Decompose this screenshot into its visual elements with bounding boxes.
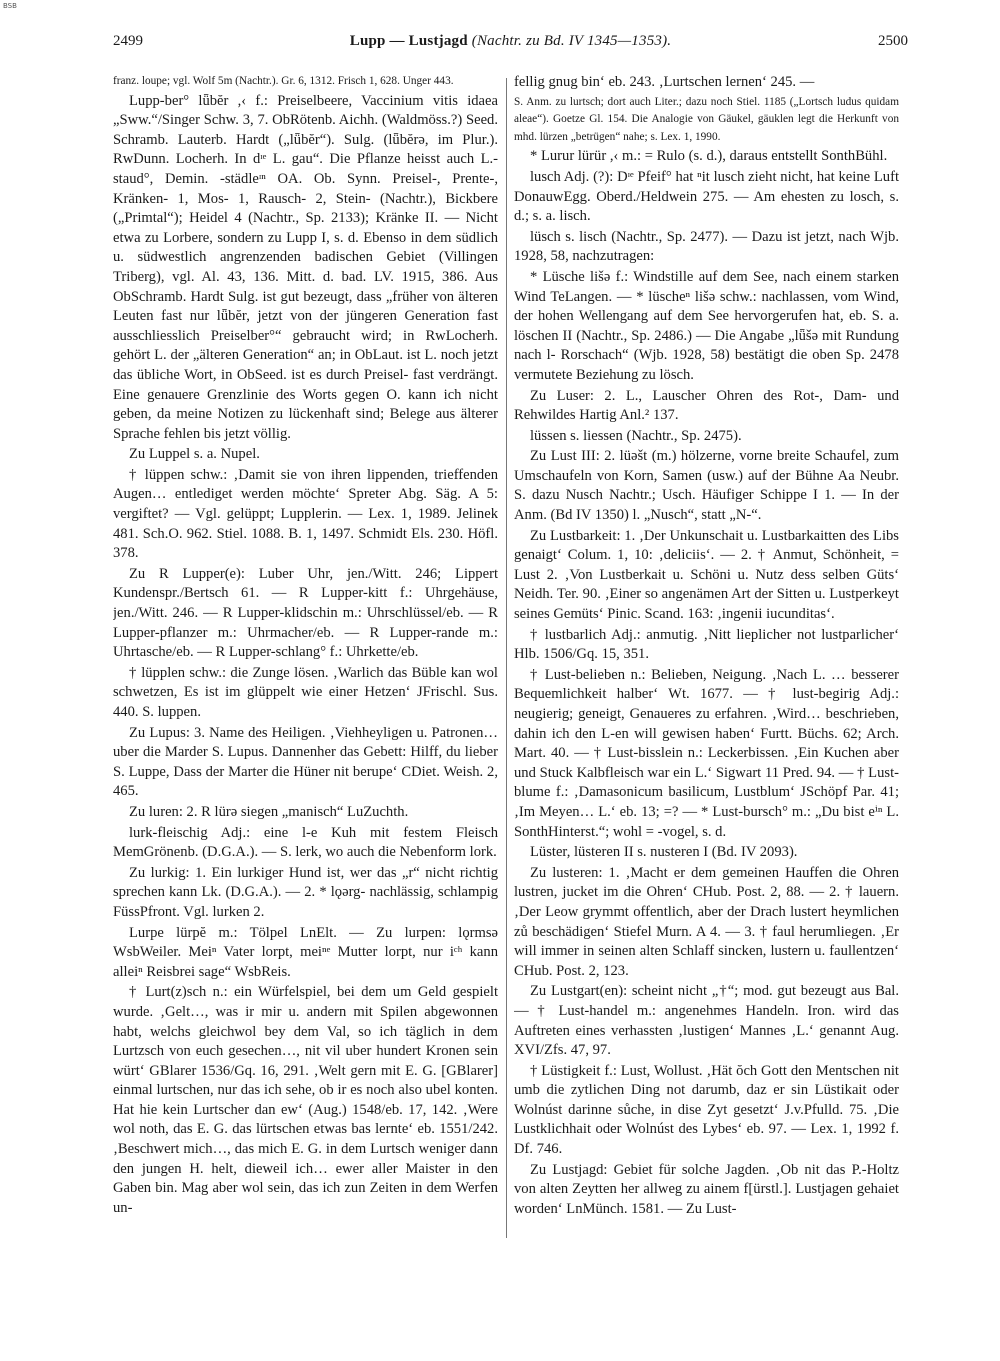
- dictionary-entry: Zu lusteren: 1. ‚Macht er dem gemeinen Hauffen die Ohren lustren, jucket im die Ohren‘ CHub. Post. 2, 88. — 2. † lauern. ‚Der Leow grymmt offentlich, aber der Drach lustert heymlichen zů beschädigen‘ Stiefel Murn. A 4. — 3. † faul herumliegen. ‚Er will immer in seinen alten Schlaff sincken, lustern u. faullentzen‘ CHub. Post. 2, 123.: [514, 864, 899, 979]
- dictionary-entry: Zu Lustgart(en): scheint nicht „†“; mod. gut bezeugt aus Bal. — † Lust-handel m.: angenehmes Handeln. Iron. wird das Auftreten eines verhassten ‚lustigen‘ Mannes ‚L.‘ genannt Aug. XVI/Zfs. 47, 97.: [514, 983, 899, 1059]
- dictionary-entry: S. Anm. zu lurtsch; dort auch Liter.; dazu noch Stiel. 1185 („Lortsch ludus quidam aleae“). Goetze Gl. 154. Die Analogie von Gäukel, gäuklen legt die Herkunft von mhd. lürzen „betrügen“ nahe; s. Lex. 1, 1990.: [514, 95, 899, 143]
- dictionary-entry: lüssen s. liessen (Nachtr., Sp. 2475).: [530, 427, 742, 444]
- dictionary-entry: Zu Lupus: 3. Name des Heiligen. ‚Viehheyligen u. Patronen… uber die Marder S. Lupus. Dannenher das Gebett: Hilff, du lieber S. Luppe, Dass der Marter die Hüner nit berupe‘ CDiet. Weish. 2, 465.: [113, 724, 498, 800]
- dictionary-entry: Zu Luser: 2. L., Lauscher Ohren des Rot-, Dam- und Rehwildes Hartig Anl.² 137.: [514, 387, 899, 424]
- dictionary-entry: Lurpe lürpĕ m.: Tölpel LnElt. — Zu lurpen: lǫrmsə WsbWeiler. Meiⁿ Vater lorpt, meiⁿᵉ Mutter lorpt, nur iᶜʰ kann alleiⁿ Reisbrei sage“ WsbReis.: [113, 924, 498, 980]
- dictionary-entry: Lupp-ber° lǖbĕr ,‹ f.: Preiselbeere, Vaccinium vitis idaea „Sww.“/Singer Schw. 3, 7. ObRötenb. Aichh. (Waldmöss.?) Seed. Schramb. Lauterb. Hardt („lǖbĕr“). Sulg. (lǖbĕrə, im Plur.). RwDunn. Locherh. In dᶦᵉ L. gau“. Die Pflanze heisst auch L.-staud°, Demin. -städleᶦⁿ OA. Ob. Synn. Preisel-, Prente-, Kränken- 1, Mos- 1, Rausch- 2, Stein- (Nachtr.), Bickbere („Primtal“); Heidel 4 (Nachtr., Sp. 2133); Kränke II. — Nicht etwa zu Lorbere, sondern zu Lupp I, s. d. Ebenso in dem südlich u. südwestlich angrenzenden badischen Gebiet (Villingen Triberg), vgl. Al. 43, 136. Mitt. d. bad. LV. 1915, 386. Aus ObSchramb. Hardt Sulg. ist gut bezeugt, dass „früher von älteren Leuten fast nur lǖbĕr, jetzt von der jüngeren Generation fast ausschliesslich Preiselber°“ gebraucht wird; in RwLocherh. gehört L. der „älteren Generation“ an; in ObLaut. ist L. noch jetzt das übliche Wort, in ObSeed. ist es durch Preisel- fast verdrängt. Eine genauere Grenzlinie des Worts gegen O. kann ich nicht geben, da meine Notizen zu lückenhaft sind; Belege aus älterer Sprache fehlen bis jetzt völlig.: [113, 92, 498, 442]
- dictionary-entry: lüsch s. lisch (Nachtr., Sp. 2477). — Dazu ist jetzt, nach Wjb. 1928, 58, nachzutragen:: [514, 228, 899, 265]
- right-column: [514, 73, 899, 1220]
- dictionary-entry: lusch Adj. (?): Dᶦᵉ Pfeif° hat ⁿit lusch zieht nicht, hat keine Luft DonauwEgg. Oberd./Heldwein 275. — Am ehesten zu losch, s. d.; s. a. lisch.: [514, 168, 899, 225]
- running-title: [113, 33, 908, 50]
- dictionary-entry: * Lurur lürür ,‹ m.: = Rulo (s. d.), daraus entstellt SonthBühl.: [530, 148, 888, 165]
- dictionary-entry: Zu Lustjagd: Gebiet für solche Jagden. ‚Ob nit das P.-Holtz von alten Zeytten her allweg zu ainem f[ürstl.]. Lustjagen gehaiet worden‘ LnMünch. 1581. — Zu Lust-: [514, 1161, 899, 1217]
- column-divider: [506, 78, 507, 1238]
- dictionary-entry: lurk-fleischig Adj.: eine l-e Kuh mit festem Fleisch MemGrönenb. (D.G.A.). — S. lerk, wo auch die Nebenform lork.: [113, 824, 498, 861]
- dictionary-entry: Zu lurkig: 1. Ein lurkiger Hund ist, wer das „r“ nicht richtig sprechen kann Lk. (D.G.A.). — 2. * lǫərg- nachlässig, schlampig FüssPfront. Vgl. lurken 2.: [113, 864, 498, 920]
- dictionary-entry: † Lust-belieben n.: Belieben, Neigung. ‚Nach L. … besserer Bequemlichkeit halber‘ Wt. 1677. — † lust-begirig Adj.: neugierig; geneigt, Genaueres zu erfahren. ‚Wird… beschrieben, dahin ich den L-en will gewisen haben‘ Furtt. Büchs. 62; Arch. Mart. 40. — † Lust-bisslein n.: Leckerbissen. ‚Ein Kuchen aber und Stuck Kalbfleisch war ein L.‘ Sigwart 11 Pred. 94. — † Lust-blume f.: ‚Damasonicum basilicum, Lustblum‘ JSchöpf Par. 41; ‚Im Meyen… L.‘ eb. 13; =? — * Lust-bursch° m.: „Du bist eⁱⁿ L. SonthHinterst.“; wohl = -vogel, s. d.: [514, 666, 899, 840]
- dictionary-entry: Lüster, lüsteren II s. nusteren I (Bd. IV 2093).: [530, 844, 798, 861]
- running-header: [113, 33, 908, 53]
- dictionary-entry: † Lurt(z)sch n.: ein Würfelspiel, bei dem um Geld gespielt wurde. ‚Gelt…, was ir mir u. andern mit Spilen abgewonnen habt, welchs gleichwol bey dem Val, so ich täglich in dem Lurtzsch von euch gesechen…, nit vil uber hundert Kronen sein würt‘ GBlarer 1536/Gq. 16, 291. ‚Welt gern mit E. G. [GBlarer] einmal lurtschen, nur das ich sehe, ob ir es noch also ubel konten. Hat hie kein Lurtscher dan ew‘ (Aug.) 1548/eb. 17, 142. ‚Were wol noth, das E. G. das lürtschen etwas bas lernte‘ eb. 1551/242. ‚Beschwert mich…, das mich E. G. in dem Lurtsch weniger dann den jungen H. helt, dieweil ich… ewer aller Maister in den Gaben bin. Mag aber wol sein, das ich zun Zeiten in dem Werfen un-: [113, 984, 498, 1216]
- dictionary-entry: fellig gnug bin‘ eb. 243. ‚Lurtschen lernen‘ 245. —: [514, 74, 815, 90]
- dictionary-entry: Zu Lustbarkeit: 1. ‚Der Unkunschait u. Lustbarkaitten des Libs genaigt‘ Colum. 1, 10: ‚deliciis‘. — 2. † Anmut, Schönheit, = Lust 2. ‚Von Lustberkait u. Schöni u. Nutz dess selben Güts‘ Neidh. Ter. 90. ‚Einer so angenämen Art der Sitten u. Lustperkeyt seines Gemüts‘ Pinic. Scand. 163: ‚ingenii iucunditas‘.: [514, 527, 899, 623]
- dictionary-entry: † lustbarlich Adj.: anmutig. ‚Nitt lieplicher not lustparlicher‘ Hlb. 1506/Gq. 15, 351.: [514, 626, 899, 663]
- dictionary-entry: Zu Luppel s. a. Nupel.: [129, 446, 260, 463]
- dictionary-entry: Zu R Lupper(e): Luber Uhr, jen./Witt. 246; Lippert Kundenspr./Bertsch 61. — R Lupper-kitt f.: Uhrgehäuse, jen./Witt. 246. — R Lupper-klidschin m.: Uhrschlüssel/eb. — R Lupper-pflanzer m.: Uhrmacher/eb. — R Lupper-rande m.: Uhrtasche/eb. — R Lupper-schlang° f.: Uhrkette/eb.: [113, 565, 498, 661]
- dictionary-entry: † Lüstigkeit f.: Lust, Wollust. ‚Hät ŏch Gott den Mentschen nit umb die zytlichen Ding not darumb, daz er sin Lüstikait oder Wolnúst darinne sůche, in dise Zyt gesetzt‘ J.v.Pfulld. 75. ‚Die Lustklichhait oder Wolnúst des Lybes‘ eb. 97. — Lex. 1, 1992 f. Df. 746.: [514, 1062, 899, 1158]
- page-number-right: 2500: [878, 33, 908, 49]
- dictionary-entry: † lüppen schw.: ‚Damit sie von ihren lippenden, trieffenden Augen… entlediget werden möchte‘ Spreter Abg. Säg. A 5: vergiftet? — Vgl. gelüppt; Lupplerin. — Lex. 1, 1989. Jelinek 481. Sch.O. 962. Stiel. 1088. B. 1, 1497. Schmidt Els. 230. Höfl. 378.: [113, 466, 498, 562]
- page-number-left: 2499: [113, 33, 143, 49]
- dictionary-entry: † lüpplen schw.: die Zunge lösen. ‚Warlich das Büble kan wol schwetzen, Es ist im glüppelt wie einer Hetzen‘ JFrischl. Sus. 440. S. luppen.: [113, 664, 498, 720]
- dictionary-entry: franz. loupe; vgl. Wolf 5m (Nachtr.). Gr. 6, 1312. Frisch 1, 628. Unger 443.: [113, 75, 454, 87]
- dictionary-entry: * Lüsche lišə f.: Windstille auf dem See, nach einem starken Wind TeLangen. — * lüscheⁿ lišə schw.: nachlassen, vom Wind, der hohen Wellengang auf dem See hervorgerufen hat, eb. S. a. löschen II (Nachtr., Sp. 2486.) — Die Angabe „lǖšə mit Rundung nach l- Rorschach“ (Wjb. 1928, 58) bestätigt die oben Sp. 2478 vermutete Beziehung zu lösch.: [514, 268, 899, 383]
- dictionary-entry: Zu Lust III: 2. lüəšt (m.) hölzerne, vorne breite Schaufel, zum Umschaufeln von Korn, Samen (usw.) auf der Bühne Aa Neubr. S. dazu Nusch Nachtr.; Usch. Häufiger Schippe I 1. — In der Anm. (Bd IV 1350) l. „Nusch“, statt „N-“.: [514, 448, 899, 524]
- library-stamp: BSB: [3, 2, 17, 10]
- left-column: [113, 73, 498, 1219]
- running-title-main: Lupp — Lustjagd: [349, 33, 468, 49]
- dictionary-entry: Zu luren: 2. R lürə siegen „manisch“ LuZuchth.: [129, 803, 409, 820]
- running-title-supplement: (Nachtr. zu Bd. IV 1345—1353).: [471, 33, 672, 49]
